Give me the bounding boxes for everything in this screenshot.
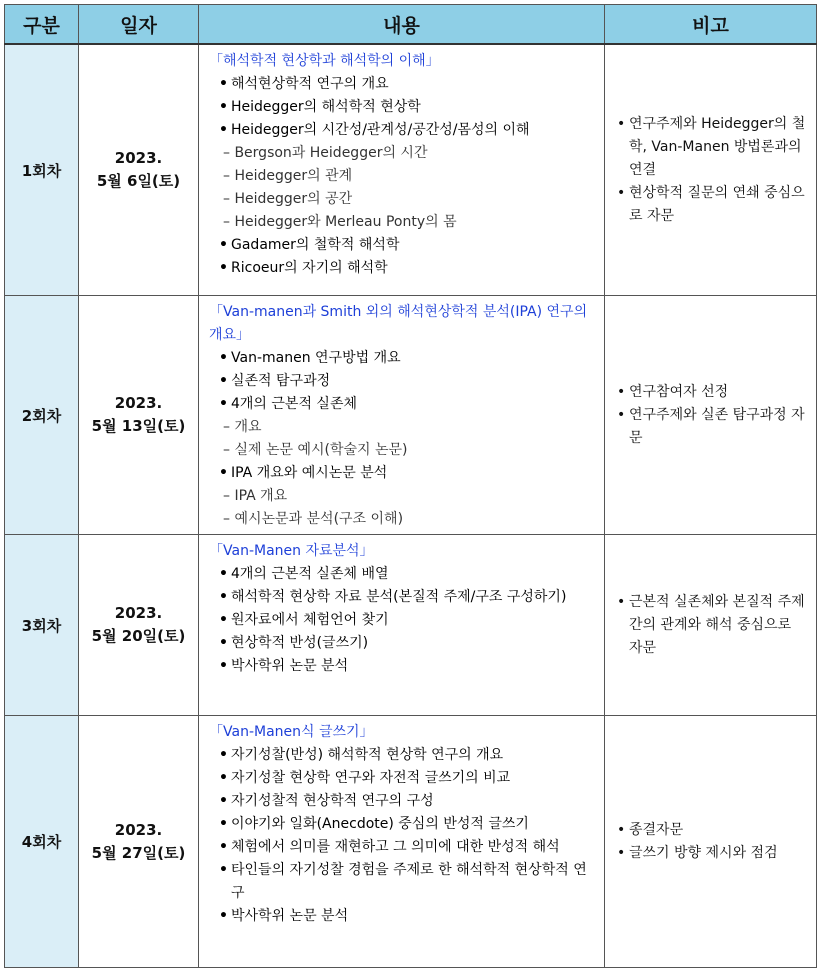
content-sub-item: – 실제 논문 예시(학술지 논문) — [223, 442, 408, 458]
bullet-icon: • — [219, 612, 228, 628]
bullet-icon: • — [219, 373, 228, 389]
header-date: 일자 — [79, 5, 199, 45]
content-sub-item: – Heidegger의 관계 — [223, 168, 353, 184]
note-cell — [605, 296, 817, 535]
session-title: 「Van-Manen 자료분석」 — [209, 543, 374, 559]
bullet-icon: • — [219, 839, 228, 855]
item-text: 현상학적 반성(글쓰기) — [231, 635, 369, 651]
bullet-icon: • — [219, 122, 228, 138]
item-text: Heidegger의 시간성/관계성/공간성/몸성의 이해 — [231, 122, 530, 138]
content-bullet-item — [209, 563, 596, 586]
note-item — [615, 819, 808, 842]
content-bullet-item — [209, 813, 596, 836]
item-text: 자기성찰(반성) 해석학적 현상학 연구의 개요 — [231, 747, 504, 763]
item-text: 원자료에서 체험언어 찾기 — [231, 612, 389, 628]
note-text: 연구참여자 선정 — [629, 383, 729, 400]
bullet-icon: • — [219, 99, 228, 115]
bullet-icon: • — [219, 350, 228, 366]
note-text: 근본적 실존체와 본질적 주제간의 관계와 해석 중심으로 자문 — [629, 593, 805, 656]
bullet-icon: • — [219, 816, 228, 832]
date-year: 2023. — [114, 149, 163, 167]
note-text: 종결자문 — [629, 821, 684, 838]
content-sub-item: – 개요 — [223, 419, 262, 435]
content-bullet-item — [209, 73, 596, 96]
date-cell — [79, 296, 199, 535]
date-day: 5월 27일(토) — [91, 843, 186, 862]
table-row — [5, 535, 817, 716]
round-cell: 1회차 — [5, 44, 79, 296]
date-year: 2023. — [114, 820, 163, 839]
content-sub-item: – Bergson과 Heidegger의 시간 — [223, 145, 428, 161]
session-title: 「해석학적 현상학과 해석학의 이해」 — [209, 53, 440, 69]
table-header — [5, 5, 817, 45]
item-text: 자기성찰 현상학 연구와 자전적 글쓰기의 비교 — [231, 770, 511, 786]
date-cell — [79, 716, 199, 968]
note-cell — [605, 716, 817, 968]
content-bullet-item — [209, 234, 596, 257]
date-day: 5월 13일(토) — [91, 417, 186, 435]
bullet-icon: • — [219, 396, 228, 412]
date-year: 2023. — [114, 394, 163, 412]
content-bullet-item — [209, 859, 596, 905]
bullet-icon: • — [219, 566, 228, 582]
content-bullet-item — [209, 257, 596, 280]
note-item — [615, 842, 808, 865]
content-bullet-item — [209, 119, 596, 142]
bullet-icon: • — [219, 589, 228, 605]
content-bullet-item — [209, 767, 596, 790]
table-row — [5, 44, 817, 296]
bullet-icon: • — [219, 635, 228, 651]
item-text: 체험에서 의미를 재현하고 그 의미에 대한 반성적 해석 — [231, 839, 560, 855]
content-cell — [199, 535, 605, 716]
item-text: 자기성찰적 현상학적 연구의 구성 — [231, 793, 434, 809]
date-cell — [79, 535, 199, 716]
content-bullet-item — [209, 905, 596, 928]
note-item — [615, 591, 808, 660]
bullet-icon: • — [219, 793, 228, 809]
schedule-table — [4, 4, 817, 968]
content-bullet-item — [209, 655, 596, 678]
note-text: 글쓰기 방향 제시와 점검 — [629, 844, 778, 861]
table-row — [5, 296, 817, 535]
content-sub-item: – Heidegger와 Merleau Ponty의 몸 — [223, 214, 457, 230]
round-cell: 4회차 — [5, 716, 79, 968]
session-title: 「Van-manen과 Smith 외의 해석현상학적 분석(IPA) 연구의 개요」 — [209, 304, 588, 343]
item-text: 이야기와 일화(Anecdote) 중심의 반성적 글쓰기 — [231, 816, 529, 832]
header-round: 구분 — [5, 5, 79, 45]
bullet-icon: • — [617, 844, 626, 861]
bullet-icon: • — [219, 908, 228, 924]
bullet-icon: • — [219, 465, 228, 481]
content-cell — [199, 296, 605, 535]
note-cell — [605, 535, 817, 716]
round-cell: 2회차 — [5, 296, 79, 535]
note-item — [615, 182, 808, 228]
item-text: Gadamer의 철학적 해석학 — [231, 237, 400, 253]
content-sub-item: – 예시논문과 분석(구조 이해) — [223, 511, 404, 527]
item-text: Van-manen 연구방법 개요 — [231, 350, 401, 366]
header-note: 비고 — [605, 5, 817, 45]
note-text: 연구주제와 실존 탐구과정 자문 — [629, 406, 805, 446]
bullet-icon: • — [219, 862, 228, 878]
item-text: 4개의 근본적 실존체 — [231, 396, 357, 412]
content-cell — [199, 716, 605, 968]
date-day: 5월 6일(토) — [96, 172, 181, 190]
bullet-icon: • — [617, 184, 626, 201]
note-item — [615, 381, 808, 404]
date-cell — [79, 44, 199, 296]
header-row — [5, 5, 817, 45]
item-text: 4개의 근본적 실존체 배열 — [231, 566, 389, 582]
item-text: Ricoeur의 자기의 해석학 — [231, 260, 388, 276]
item-text: 박사학위 논문 분석 — [231, 908, 349, 924]
content-bullet-item — [209, 836, 596, 859]
item-text: 실존적 탐구과정 — [231, 373, 331, 389]
content-sub-item: – IPA 개요 — [223, 488, 288, 504]
bullet-icon: • — [219, 747, 228, 763]
item-text: Heidegger의 해석학적 현상학 — [231, 99, 421, 115]
content-bullet-item — [209, 586, 596, 609]
bullet-icon: • — [617, 383, 626, 400]
note-item — [615, 113, 808, 182]
content-bullet-item — [209, 96, 596, 119]
content-bullet-item — [209, 790, 596, 813]
bullet-icon: • — [219, 260, 228, 276]
bullet-icon: • — [617, 593, 626, 610]
content-cell — [199, 44, 605, 296]
item-text: 타인들의 자기성찰 경험을 주제로 한 해석학적 현상학적 연구 — [231, 862, 587, 901]
content-bullet-item — [209, 347, 596, 370]
note-item — [615, 404, 808, 450]
item-text: IPA 개요와 예시논문 분석 — [231, 465, 388, 481]
content-bullet-item — [209, 393, 596, 416]
note-text: 현상학적 질문의 연쇄 중심으로 자문 — [629, 184, 805, 224]
session-title: 「Van-Manen식 글쓰기」 — [209, 724, 374, 740]
item-text: 해석현상학적 연구의 개요 — [231, 76, 389, 92]
table-body — [5, 44, 817, 968]
bullet-icon: • — [219, 237, 228, 253]
item-text: 해석학적 현상학 자료 분석(본질적 주제/구조 구성하기) — [231, 589, 567, 605]
bullet-icon: • — [219, 770, 228, 786]
content-bullet-item — [209, 744, 596, 767]
bullet-icon: • — [219, 658, 228, 674]
round-cell: 3회차 — [5, 535, 79, 716]
table-row — [5, 716, 817, 968]
content-bullet-item — [209, 462, 596, 485]
note-text: 연구주제와 Heidegger의 철학, Van-Manen 방법론과의 연결 — [629, 115, 806, 178]
content-bullet-item — [209, 609, 596, 632]
content-bullet-item — [209, 370, 596, 393]
content-bullet-item — [209, 632, 596, 655]
bullet-icon: • — [617, 821, 626, 838]
date-year: 2023. — [114, 604, 163, 622]
item-text: 박사학위 논문 분석 — [231, 658, 349, 674]
content-sub-item: – Heidegger의 공간 — [223, 191, 353, 207]
bullet-icon: • — [617, 115, 626, 132]
date-day: 5월 20일(토) — [91, 627, 186, 645]
note-cell — [605, 44, 817, 296]
header-content: 내용 — [199, 5, 605, 45]
bullet-icon: • — [219, 76, 228, 92]
bullet-icon: • — [617, 406, 626, 423]
